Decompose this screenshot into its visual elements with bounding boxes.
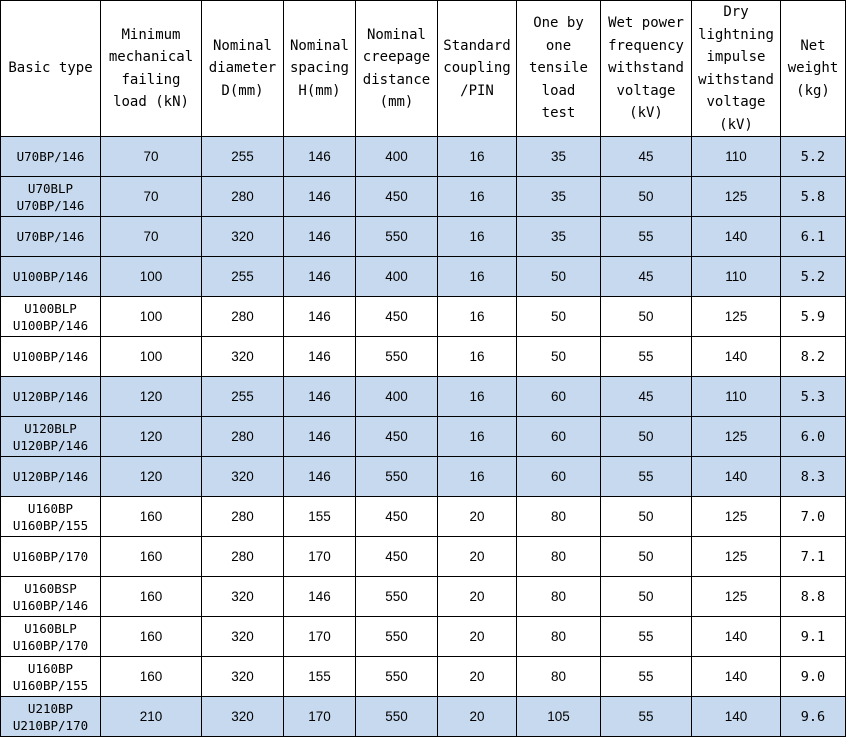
diameter-cell: 280 [202,297,284,337]
coupling-cell: 16 [438,137,517,177]
table-row [1,257,846,297]
creepage-cell: 550 [356,457,438,497]
dry-impulse-voltage-cell: 125 [692,297,781,337]
diameter-cell: 320 [202,697,284,737]
net-weight-cell: 6.0 [781,417,846,457]
diameter-cell: 320 [202,657,284,697]
spacing-cell: 146 [284,457,356,497]
basic-type-cell: U160BP/170 [1,537,101,577]
wet-voltage-cell: 55 [601,697,692,737]
net-weight-cell: 9.1 [781,617,846,657]
tensile-test-cell: 50 [517,297,601,337]
wet-voltage-cell: 50 [601,577,692,617]
header-net-weight: Net weight (kg) [781,1,846,137]
dry-impulse-voltage-cell: 110 [692,377,781,417]
net-weight-cell: 5.2 [781,137,846,177]
min-failing-load-cell: 120 [101,457,202,497]
wet-voltage-cell: 50 [601,177,692,217]
coupling-cell: 16 [438,377,517,417]
coupling-cell: 16 [438,217,517,257]
creepage-cell: 400 [356,137,438,177]
header-dry-lightning-impulse-voltage: Dry lightning impulse withstand voltage (kV) [692,1,781,137]
spacing-cell: 146 [284,417,356,457]
spacing-cell: 170 [284,617,356,657]
dry-impulse-voltage-cell: 125 [692,497,781,537]
coupling-cell: 20 [438,577,517,617]
basic-type-cell: U120BLP U120BP/146 [1,417,101,457]
spacing-cell: 170 [284,537,356,577]
coupling-cell: 16 [438,457,517,497]
tensile-test-cell: 60 [517,457,601,497]
tensile-test-cell: 35 [517,217,601,257]
creepage-cell: 450 [356,497,438,537]
creepage-cell: 550 [356,617,438,657]
net-weight-cell: 9.6 [781,697,846,737]
header-standard-coupling: Standard coupling /PIN [438,1,517,137]
dry-impulse-voltage-cell: 125 [692,537,781,577]
diameter-cell: 255 [202,257,284,297]
creepage-cell: 400 [356,377,438,417]
net-weight-cell: 8.8 [781,577,846,617]
wet-voltage-cell: 45 [601,257,692,297]
header-creepage-distance: Nominal creepage distance (mm) [356,1,438,137]
basic-type-cell: U70BP/146 [1,217,101,257]
coupling-cell: 20 [438,697,517,737]
basic-type-cell: U120BP/146 [1,377,101,417]
header-nominal-spacing: Nominal spacing H(mm) [284,1,356,137]
table-row [1,537,846,577]
tensile-test-cell: 80 [517,617,601,657]
dry-impulse-voltage-cell: 140 [692,217,781,257]
creepage-cell: 550 [356,217,438,257]
diameter-cell: 280 [202,177,284,217]
dry-impulse-voltage-cell: 125 [692,177,781,217]
dry-impulse-voltage-cell: 125 [692,417,781,457]
dry-impulse-voltage-cell: 140 [692,337,781,377]
basic-type-cell: U160BLP U160BP/170 [1,617,101,657]
table-row [1,177,846,217]
min-failing-load-cell: 160 [101,537,202,577]
header-min-mechanical-failing-load: Minimum mechanical failing load (kN) [101,1,202,137]
diameter-cell: 320 [202,337,284,377]
basic-type-cell: U160BSP U160BP/146 [1,577,101,617]
diameter-cell: 320 [202,217,284,257]
creepage-cell: 450 [356,297,438,337]
creepage-cell: 450 [356,417,438,457]
dry-impulse-voltage-cell: 140 [692,697,781,737]
min-failing-load-cell: 70 [101,177,202,217]
table-row [1,577,846,617]
net-weight-cell: 6.1 [781,217,846,257]
header-tensile-load-test: One by one tensile load test [517,1,601,137]
net-weight-cell: 7.0 [781,497,846,537]
header-row [1,1,846,137]
header-nominal-diameter: Nominal diameter D(mm) [202,1,284,137]
diameter-cell: 320 [202,457,284,497]
coupling-cell: 20 [438,657,517,697]
dry-impulse-voltage-cell: 140 [692,657,781,697]
creepage-cell: 550 [356,697,438,737]
basic-type-cell: U100BP/146 [1,337,101,377]
spacing-cell: 146 [284,337,356,377]
tensile-test-cell: 80 [517,657,601,697]
spacing-cell: 155 [284,497,356,537]
coupling-cell: 16 [438,417,517,457]
net-weight-cell: 7.1 [781,537,846,577]
basic-type-cell: U70BLP U70BP/146 [1,177,101,217]
dry-impulse-voltage-cell: 110 [692,137,781,177]
net-weight-cell: 8.2 [781,337,846,377]
min-failing-load-cell: 160 [101,497,202,537]
spacing-cell: 146 [284,177,356,217]
spacing-cell: 170 [284,697,356,737]
min-failing-load-cell: 100 [101,297,202,337]
basic-type-cell: U160BP U160BP/155 [1,657,101,697]
diameter-cell: 320 [202,577,284,617]
creepage-cell: 450 [356,177,438,217]
diameter-cell: 320 [202,617,284,657]
wet-voltage-cell: 55 [601,337,692,377]
wet-voltage-cell: 50 [601,417,692,457]
spacing-cell: 146 [284,377,356,417]
spacing-cell: 146 [284,137,356,177]
min-failing-load-cell: 70 [101,217,202,257]
tensile-test-cell: 50 [517,337,601,377]
coupling-cell: 20 [438,497,517,537]
basic-type-cell: U160BP U160BP/155 [1,497,101,537]
table-row [1,417,846,457]
min-failing-load-cell: 120 [101,377,202,417]
wet-voltage-cell: 50 [601,497,692,537]
spacing-cell: 146 [284,257,356,297]
min-failing-load-cell: 100 [101,337,202,377]
dry-impulse-voltage-cell: 140 [692,457,781,497]
basic-type-cell: U100BLP U100BP/146 [1,297,101,337]
min-failing-load-cell: 160 [101,657,202,697]
basic-type-cell: U70BP/146 [1,137,101,177]
coupling-cell: 16 [438,337,517,377]
net-weight-cell: 5.8 [781,177,846,217]
table-row [1,297,846,337]
coupling-cell: 20 [438,537,517,577]
tensile-test-cell: 80 [517,577,601,617]
basic-type-cell: U210BP U210BP/170 [1,697,101,737]
min-failing-load-cell: 210 [101,697,202,737]
wet-voltage-cell: 45 [601,377,692,417]
creepage-cell: 550 [356,337,438,377]
spacing-cell: 155 [284,657,356,697]
header-wet-power-frequency-voltage: Wet power frequency withstand voltage (kV) [601,1,692,137]
table-row [1,497,846,537]
table-body [1,137,846,737]
coupling-cell: 16 [438,297,517,337]
table-row [1,617,846,657]
table-row [1,457,846,497]
basic-type-cell: U120BP/146 [1,457,101,497]
creepage-cell: 450 [356,537,438,577]
tensile-test-cell: 80 [517,537,601,577]
diameter-cell: 255 [202,377,284,417]
dry-impulse-voltage-cell: 125 [692,577,781,617]
coupling-cell: 20 [438,617,517,657]
table-row [1,137,846,177]
diameter-cell: 255 [202,137,284,177]
min-failing-load-cell: 100 [101,257,202,297]
table-row [1,337,846,377]
wet-voltage-cell: 55 [601,657,692,697]
tensile-test-cell: 60 [517,377,601,417]
net-weight-cell: 5.9 [781,297,846,337]
diameter-cell: 280 [202,417,284,457]
wet-voltage-cell: 55 [601,217,692,257]
min-failing-load-cell: 160 [101,577,202,617]
min-failing-load-cell: 120 [101,417,202,457]
table-row [1,697,846,737]
wet-voltage-cell: 55 [601,457,692,497]
wet-voltage-cell: 55 [601,617,692,657]
table-row [1,217,846,257]
coupling-cell: 16 [438,177,517,217]
table-row [1,657,846,697]
diameter-cell: 280 [202,537,284,577]
wet-voltage-cell: 50 [601,297,692,337]
wet-voltage-cell: 45 [601,137,692,177]
min-failing-load-cell: 70 [101,137,202,177]
min-failing-load-cell: 160 [101,617,202,657]
net-weight-cell: 5.3 [781,377,846,417]
header-basic-type: Basic type [1,1,101,137]
spacing-cell: 146 [284,297,356,337]
creepage-cell: 550 [356,577,438,617]
tensile-test-cell: 80 [517,497,601,537]
tensile-test-cell: 35 [517,137,601,177]
net-weight-cell: 5.2 [781,257,846,297]
coupling-cell: 16 [438,257,517,297]
tensile-test-cell: 35 [517,177,601,217]
wet-voltage-cell: 50 [601,537,692,577]
net-weight-cell: 8.3 [781,457,846,497]
tensile-test-cell: 50 [517,257,601,297]
spacing-cell: 146 [284,217,356,257]
table-row [1,377,846,417]
spacing-cell: 146 [284,577,356,617]
creepage-cell: 550 [356,657,438,697]
net-weight-cell: 9.0 [781,657,846,697]
dry-impulse-voltage-cell: 140 [692,617,781,657]
dry-impulse-voltage-cell: 110 [692,257,781,297]
basic-type-cell: U100BP/146 [1,257,101,297]
diameter-cell: 280 [202,497,284,537]
creepage-cell: 400 [356,257,438,297]
tensile-test-cell: 105 [517,697,601,737]
tensile-test-cell: 60 [517,417,601,457]
